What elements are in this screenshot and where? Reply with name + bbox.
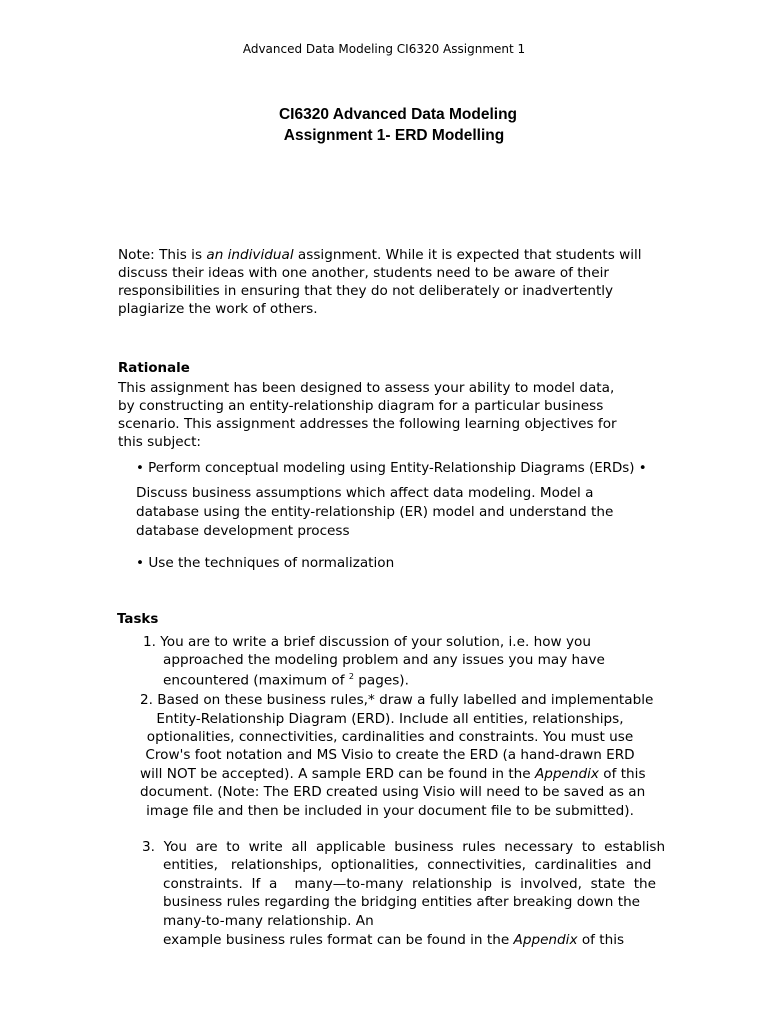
rationale-line: scenario. This assignment addresses the following learning objectives for	[118, 416, 617, 432]
task-3-line: 3. You are to write all applicable business rules necessary to establish	[142, 839, 666, 855]
task-text: encountered (maximum of	[163, 672, 349, 689]
task-text: example business rules format can be found in the	[163, 932, 514, 948]
rationale-line: this subject:	[118, 434, 201, 450]
objective-item: • Perform conceptual modeling using Entity-Relationship Diagrams (ERDs) •	[136, 461, 647, 476]
task-1-line: 1. You are to write a brief discussion of your solution, i.e. how you	[143, 634, 591, 650]
task-3-line: entities, relationships, optionalities, connectivities, cardinalities and	[163, 857, 652, 873]
note-text: assignment. While it is expected that students will	[293, 247, 642, 263]
task-1-line	[163, 672, 409, 689]
task-2-line: document. (Note: The ERD created using Visio will need to be saved as an	[140, 784, 646, 800]
note-line: plagiarize the work of others.	[118, 301, 318, 317]
task-text: of this	[577, 932, 625, 948]
document-subtitle: Assignment 1- ERD Modelling	[283, 127, 505, 144]
task-text: of this	[598, 766, 646, 782]
task-2-line: Entity-Relationship Diagram (ERD). Include all entities, relationships,	[156, 711, 624, 727]
objective-item: database development process	[136, 523, 350, 539]
task-text: will NOT be accepted). A sample ERD can be found in the	[140, 766, 535, 782]
note-emphasis: an individual	[206, 247, 294, 263]
note-text: Note: This is	[118, 247, 207, 263]
task-1-line: approached the modeling problem and any issues you may have	[163, 652, 605, 668]
note-line: discuss their ideas with one another, students need to be aware of their	[118, 265, 609, 281]
tasks-heading: Tasks	[117, 612, 159, 627]
task-3-line	[163, 932, 624, 948]
task-text: pages).	[353, 672, 409, 689]
objective-item: database using the entity-relationship (ER) model and understand the	[136, 504, 614, 520]
task-3-line: many-to-many relationship. An	[163, 913, 374, 929]
note-line: responsibilities in ensuring that they do not deliberately or inadvertently	[118, 283, 614, 299]
running-header: Advanced Data Modeling CI6320 Assignment 1	[242, 42, 526, 56]
rationale-line: by constructing an entity-relationship diagram for a particular business	[118, 398, 604, 414]
objective-item: • Use the techniques of normalization	[136, 555, 395, 571]
objective-item: Discuss business assumptions which affect data modeling. Model a	[136, 485, 594, 501]
superscript: 2	[348, 672, 354, 681]
note-line	[118, 247, 642, 263]
task-2-line: 2. Based on these business rules,* draw a fully labelled and implementable	[140, 692, 654, 708]
task-2-line: image file and then be included in your document file to be submitted).	[146, 803, 634, 819]
task-emphasis: Appendix	[513, 932, 578, 948]
rationale-heading: Rationale	[118, 361, 190, 376]
task-2-line: optionalities, connectivities, cardinalities and constraints. You must use	[146, 729, 634, 745]
document-title: CI6320 Advanced Data Modeling	[278, 106, 518, 123]
rationale-line: This assignment has been designed to assess your ability to model data,	[118, 380, 615, 396]
task-2-line: Crow's foot notation and MS Visio to create the ERD (a hand-drawn ERD	[145, 747, 635, 763]
task-emphasis: Appendix	[534, 766, 599, 782]
task-3-line: constraints. If a many—to-many relationship is involved, state the	[163, 876, 657, 892]
task-2-line	[140, 766, 646, 782]
task-3-line: business rules regarding the bridging entities after breaking down the	[163, 894, 641, 910]
